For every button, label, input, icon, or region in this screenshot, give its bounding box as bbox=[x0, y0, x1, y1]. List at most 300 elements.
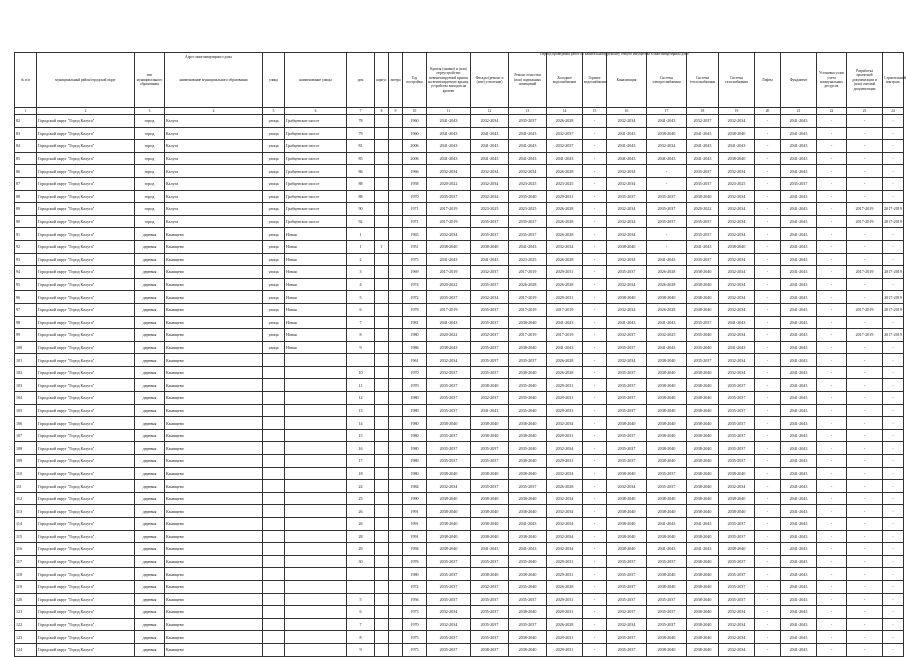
table-cell: 2038-2040 bbox=[471, 240, 509, 253]
table-cell: - bbox=[847, 580, 883, 593]
column-header: Год постройки bbox=[403, 53, 427, 108]
table-cell: 2029-2031 bbox=[547, 593, 583, 606]
table-cell: деревня bbox=[135, 379, 165, 392]
table-cell: 2026-2028 bbox=[547, 618, 583, 631]
table-cell: 102 bbox=[15, 366, 37, 379]
table-cell bbox=[375, 253, 389, 266]
table-cell: Новая bbox=[285, 341, 347, 354]
table-cell: 2038-2040 bbox=[687, 631, 719, 644]
table-cell: деревня bbox=[135, 530, 165, 543]
table-cell: Городской округ "Город Калуга" bbox=[37, 329, 135, 342]
table-cell: 2032-2034 bbox=[471, 115, 509, 128]
table-cell: 2038-2040 bbox=[719, 240, 755, 253]
table-cell: 2023-2025 bbox=[719, 177, 755, 190]
table-cell: - bbox=[817, 366, 847, 379]
table-cell: 2038-2040 bbox=[471, 467, 509, 480]
table-cell: - bbox=[755, 240, 781, 253]
table-cell: 2041-2043 bbox=[427, 253, 471, 266]
table-cell: город bbox=[135, 215, 165, 228]
table-cell: 2032-2037 bbox=[427, 366, 471, 379]
table-cell: Новая bbox=[285, 278, 347, 291]
column-number: 20 bbox=[755, 108, 781, 115]
table-cell: 2035-2037 bbox=[427, 190, 471, 203]
table-cell: 2041-2043 bbox=[781, 240, 817, 253]
table-cell: деревня bbox=[135, 316, 165, 329]
table-cell: 2017-2019 bbox=[427, 266, 471, 279]
table-cell: 2032-2034 bbox=[607, 480, 647, 493]
table-cell bbox=[389, 618, 403, 631]
table-cell: 2017-2019 bbox=[847, 266, 883, 279]
table-cell: 2038-2040 bbox=[427, 543, 471, 556]
table-cell: Городской округ "Город Калуга" bbox=[37, 593, 135, 606]
table-cell: 2041-2043 bbox=[687, 518, 719, 531]
column-number: 22 bbox=[817, 108, 847, 115]
table-cell: 2038-2040 bbox=[509, 492, 547, 505]
table-cell bbox=[285, 442, 347, 455]
table-cell: - bbox=[755, 316, 781, 329]
table-cell: 97 bbox=[15, 303, 37, 316]
table-cell: 2038-2040 bbox=[719, 543, 755, 556]
table-cell: 2035-2040 bbox=[509, 404, 547, 417]
table-cell: 2032-2034 bbox=[471, 177, 509, 190]
table-cell: - bbox=[755, 505, 781, 518]
table-cell: - bbox=[755, 303, 781, 316]
table-cell: 101 bbox=[15, 354, 37, 367]
table-cell: 2041-2043 bbox=[781, 366, 817, 379]
table-cell bbox=[263, 379, 285, 392]
table-cell: 2041-2043 bbox=[471, 152, 509, 165]
table-cell: - bbox=[883, 127, 904, 140]
table-cell bbox=[389, 253, 403, 266]
table-cell: 1961 bbox=[403, 354, 427, 367]
table-cell: 2041-2043 bbox=[509, 152, 547, 165]
table-cell: 2038-2040 bbox=[687, 366, 719, 379]
table-cell: 2035-2037 bbox=[607, 580, 647, 593]
table-cell: деревня bbox=[135, 631, 165, 644]
table-cell bbox=[389, 115, 403, 128]
table-cell: 1972 bbox=[403, 580, 427, 593]
table-cell: 1 bbox=[347, 240, 375, 253]
table-cell: деревня bbox=[135, 643, 165, 656]
table-cell: - bbox=[583, 467, 607, 480]
table-cell: 2041-2043 bbox=[781, 480, 817, 493]
table-cell bbox=[389, 316, 403, 329]
table-cell: 98 bbox=[15, 316, 37, 329]
column-number: 15 bbox=[583, 108, 607, 115]
table-cell: - bbox=[883, 505, 904, 518]
table-cell: Новая bbox=[285, 329, 347, 342]
table-cell: Грабцевское шоссе bbox=[285, 165, 347, 178]
table-row bbox=[15, 593, 904, 606]
table-cell: 114 bbox=[15, 518, 37, 531]
table-cell bbox=[389, 266, 403, 279]
table-cell: - bbox=[883, 152, 904, 165]
table-cell: город bbox=[135, 190, 165, 203]
table-cell: 1980 bbox=[403, 329, 427, 342]
table-row bbox=[15, 392, 904, 405]
table-cell: 2032-2034 bbox=[719, 329, 755, 342]
table-cell bbox=[285, 379, 347, 392]
table-cell: 2038-2040 bbox=[687, 492, 719, 505]
table-cell: - bbox=[755, 643, 781, 656]
table-cell: 2026-2028 bbox=[547, 278, 583, 291]
table-cell bbox=[263, 354, 285, 367]
table-cell: улица bbox=[263, 341, 285, 354]
table-cell bbox=[375, 329, 389, 342]
table-cell: - bbox=[583, 618, 607, 631]
table-cell: - bbox=[817, 329, 847, 342]
table-cell: 2032-2034 bbox=[607, 228, 647, 241]
table-cell: 2038-2040 bbox=[687, 580, 719, 593]
table-cell: 2038-2040 bbox=[509, 341, 547, 354]
table-cell: 122 bbox=[15, 618, 37, 631]
table-cell: 2035-2037 bbox=[607, 366, 647, 379]
table-cell: 3 bbox=[347, 266, 375, 279]
column-header: Строительный контроль bbox=[883, 53, 904, 108]
column-header: дом bbox=[347, 53, 375, 108]
table-cell: - bbox=[755, 278, 781, 291]
table-cell: 2035-2037 bbox=[427, 580, 471, 593]
column-header: Фундамент bbox=[781, 53, 817, 108]
table-cell: 2038-2040 bbox=[427, 417, 471, 430]
table-cell: 9 bbox=[347, 341, 375, 354]
table-row bbox=[15, 555, 904, 568]
table-cell: 2038-2040 bbox=[687, 442, 719, 455]
table-cell: деревня bbox=[135, 392, 165, 405]
table-cell: - bbox=[847, 152, 883, 165]
table-cell: 2035-2037 bbox=[647, 555, 687, 568]
table-cell: 2041-2043 bbox=[427, 127, 471, 140]
table-row bbox=[15, 127, 904, 140]
table-cell: Новая bbox=[285, 291, 347, 304]
column-number: 7 bbox=[347, 108, 375, 115]
table-cell: 1974 bbox=[403, 278, 427, 291]
table-cell: - bbox=[817, 115, 847, 128]
table-cell: - bbox=[847, 366, 883, 379]
table-cell: Канищево bbox=[165, 518, 263, 531]
table-cell bbox=[389, 580, 403, 593]
table-cell: 2038-2040 bbox=[471, 505, 509, 518]
table-cell bbox=[389, 177, 403, 190]
table-cell: 1980 bbox=[403, 429, 427, 442]
table-cell: - bbox=[755, 366, 781, 379]
column-number: 16 bbox=[607, 108, 647, 115]
table-cell: город bbox=[135, 165, 165, 178]
table-cell: 2026-2028 bbox=[547, 480, 583, 493]
table-cell: Канищево bbox=[165, 580, 263, 593]
table-cell: - bbox=[847, 606, 883, 619]
table-cell bbox=[263, 580, 285, 593]
table-cell: 18 bbox=[347, 467, 375, 480]
table-cell: 2032-2037 bbox=[547, 140, 583, 153]
table-cell: - bbox=[883, 404, 904, 417]
table-cell: деревня bbox=[135, 291, 165, 304]
table-cell: 2032-2034 bbox=[427, 606, 471, 619]
table-cell: 2035-2037 bbox=[607, 455, 647, 468]
table-cell: - bbox=[817, 152, 847, 165]
table-cell: 2041-2043 bbox=[781, 543, 817, 556]
table-cell: - bbox=[817, 580, 847, 593]
table-cell: 2032-2034 bbox=[427, 480, 471, 493]
table-cell: Канищево bbox=[165, 455, 263, 468]
table-cell: - bbox=[883, 518, 904, 531]
table-cell: 2038-2040 bbox=[471, 568, 509, 581]
table-cell: 1971 bbox=[403, 215, 427, 228]
table-row bbox=[15, 618, 904, 631]
table-cell bbox=[389, 417, 403, 430]
table-cell: 2038-2040 bbox=[687, 480, 719, 493]
table-cell: 2026-2028 bbox=[547, 253, 583, 266]
table-cell bbox=[389, 455, 403, 468]
table-cell: 2041-2043 bbox=[781, 568, 817, 581]
table-cell: 88 bbox=[347, 190, 375, 203]
table-cell: Канищево bbox=[165, 253, 263, 266]
table-cell: 2032-2034 bbox=[719, 354, 755, 367]
table-cell: 2023-2025 bbox=[509, 253, 547, 266]
table-cell: 2032-2034 bbox=[607, 303, 647, 316]
table-cell: 2035-2037 bbox=[647, 606, 687, 619]
table-cell bbox=[375, 152, 389, 165]
table-cell: 2035-2037 bbox=[647, 480, 687, 493]
table-cell: - bbox=[755, 177, 781, 190]
table-cell: 2035-2037 bbox=[719, 404, 755, 417]
table-row bbox=[15, 291, 904, 304]
table-cell: - bbox=[755, 341, 781, 354]
table-cell bbox=[263, 442, 285, 455]
table-cell: город bbox=[135, 127, 165, 140]
table-cell: 2038-2040 bbox=[607, 291, 647, 304]
column-header: корпус bbox=[375, 53, 389, 108]
table-cell: Городской округ "Город Калуга" bbox=[37, 555, 135, 568]
table-cell: 2041-2043 bbox=[647, 543, 687, 556]
table-row bbox=[15, 316, 904, 329]
table-cell: - bbox=[583, 580, 607, 593]
table-cell: 2038-2040 bbox=[647, 404, 687, 417]
table-cell bbox=[285, 366, 347, 379]
table-cell: 116 bbox=[15, 543, 37, 556]
table-cell: 2038-2040 bbox=[647, 455, 687, 468]
table-cell: Городской округ "Город Калуга" bbox=[37, 266, 135, 279]
table-cell: Грабцевское шоссе bbox=[285, 152, 347, 165]
table-cell bbox=[389, 480, 403, 493]
table-cell: 118 bbox=[15, 568, 37, 581]
table-cell: улица bbox=[263, 266, 285, 279]
table-cell: - bbox=[817, 429, 847, 442]
table-cell: - bbox=[847, 530, 883, 543]
column-header: Система теплоснабжения bbox=[687, 53, 719, 108]
table-cell: улица bbox=[263, 253, 285, 266]
table-cell bbox=[389, 555, 403, 568]
table-cell: 2035-2037 bbox=[781, 177, 817, 190]
table-cell: 1980 bbox=[403, 392, 427, 405]
table-cell: 2035-2037 bbox=[607, 429, 647, 442]
table-cell: 2032-2034 bbox=[427, 354, 471, 367]
table-cell: 2023-2025 bbox=[509, 203, 547, 216]
table-cell: Городской округ "Город Калуга" bbox=[37, 455, 135, 468]
table-cell bbox=[375, 341, 389, 354]
table-cell: 2038-2040 bbox=[687, 266, 719, 279]
table-cell bbox=[263, 643, 285, 656]
table-cell bbox=[263, 631, 285, 644]
table-cell: 2035-2037 bbox=[471, 555, 509, 568]
table-cell: 2035-2037 bbox=[607, 643, 647, 656]
table-row bbox=[15, 492, 904, 505]
table-cell: деревня bbox=[135, 480, 165, 493]
table-cell bbox=[375, 442, 389, 455]
table-cell: 2032-2037 bbox=[687, 115, 719, 128]
table-cell: деревня bbox=[135, 568, 165, 581]
table-cell: 2041-2043 bbox=[781, 505, 817, 518]
table-cell: 2041-2043 bbox=[427, 152, 471, 165]
table-cell: - bbox=[755, 392, 781, 405]
table-cell: 2041-2043 bbox=[471, 404, 509, 417]
table-cell: 2029-2031 bbox=[547, 392, 583, 405]
table-cell: 2038-2040 bbox=[647, 643, 687, 656]
table-cell bbox=[263, 404, 285, 417]
table-cell: - bbox=[847, 618, 883, 631]
table-cell bbox=[263, 518, 285, 531]
table-cell: - bbox=[817, 442, 847, 455]
table-cell: - bbox=[583, 240, 607, 253]
table-cell: улица bbox=[263, 329, 285, 342]
table-cell: 2038-2040 bbox=[687, 190, 719, 203]
table-cell: 1975 bbox=[403, 253, 427, 266]
table-cell: 2026-2028 bbox=[647, 303, 687, 316]
table-cell: 2035-2037 bbox=[719, 593, 755, 606]
table-cell: 2035-2040 bbox=[687, 329, 719, 342]
table-cell: 2035-2037 bbox=[607, 555, 647, 568]
table-cell: 6 bbox=[347, 303, 375, 316]
table-cell: 1966 bbox=[403, 165, 427, 178]
column-header: Ремонт отмостки (или) подвальных помещений bbox=[509, 53, 547, 108]
table-cell: 2026-2028 bbox=[509, 278, 547, 291]
table-cell: 2041-2043 bbox=[781, 467, 817, 480]
table-cell: 2041-2043 bbox=[509, 543, 547, 556]
table-row bbox=[15, 505, 904, 518]
table-cell: - bbox=[817, 618, 847, 631]
table-cell: 2026-2028 bbox=[547, 165, 583, 178]
table-cell: - bbox=[883, 392, 904, 405]
table-cell bbox=[389, 354, 403, 367]
table-cell bbox=[263, 530, 285, 543]
table-cell: Новая bbox=[285, 303, 347, 316]
table-cell: - bbox=[755, 568, 781, 581]
table-cell: 1960 bbox=[403, 127, 427, 140]
table-cell bbox=[389, 127, 403, 140]
table-cell: 2035-2037 bbox=[427, 392, 471, 405]
table-cell: 2041-2043 bbox=[781, 643, 817, 656]
table-cell: 123 bbox=[15, 631, 37, 644]
table-cell bbox=[263, 467, 285, 480]
table-cell: 2041-2043 bbox=[547, 341, 583, 354]
table-cell: Городской округ "Город Калуга" bbox=[37, 568, 135, 581]
table-cell: деревня bbox=[135, 518, 165, 531]
table-cell: - bbox=[583, 593, 607, 606]
table-cell bbox=[389, 165, 403, 178]
table-cell: - bbox=[847, 253, 883, 266]
table-cell bbox=[375, 190, 389, 203]
table-cell: 2032-2037 bbox=[471, 266, 509, 279]
table-cell: - bbox=[847, 316, 883, 329]
table-cell: Грабцевское шоссе bbox=[285, 177, 347, 190]
table-cell: - bbox=[847, 240, 883, 253]
column-number: 4 bbox=[165, 108, 263, 115]
table-cell bbox=[285, 518, 347, 531]
table-cell: 2035-2037 bbox=[509, 115, 547, 128]
table-cell: 2041-2043 bbox=[509, 518, 547, 531]
table-cell bbox=[389, 631, 403, 644]
column-header: муниципальный район/городской округ bbox=[37, 53, 135, 108]
table-cell: - bbox=[883, 568, 904, 581]
table-cell: 2038-2040 bbox=[687, 593, 719, 606]
table-row bbox=[15, 240, 904, 253]
table-row bbox=[15, 568, 904, 581]
table-cell: 2035-2037 bbox=[687, 215, 719, 228]
table-cell bbox=[375, 606, 389, 619]
column-header: Горячее водоснабжение bbox=[583, 53, 607, 108]
table-cell: 2017-2019 bbox=[847, 215, 883, 228]
table-cell: 2041-2043 bbox=[781, 518, 817, 531]
table-cell: 1970 bbox=[403, 618, 427, 631]
table-cell: 2041-2043 bbox=[781, 329, 817, 342]
table-cell: 2035-2037 bbox=[687, 253, 719, 266]
table-cell: 2038-2037 bbox=[471, 643, 509, 656]
table-cell: - bbox=[847, 190, 883, 203]
table-cell: 2035-2037 bbox=[427, 429, 471, 442]
table-cell: Канищево bbox=[165, 404, 263, 417]
table-cell: - bbox=[755, 165, 781, 178]
table-cell: 2026-2028 bbox=[547, 215, 583, 228]
table-cell bbox=[375, 215, 389, 228]
table-cell: Грабцевское шоссе bbox=[285, 190, 347, 203]
column-header: № п/п bbox=[15, 53, 37, 108]
table-cell: 2038-2040 bbox=[687, 568, 719, 581]
table-cell: 2041-2043 bbox=[607, 127, 647, 140]
table-cell: 2029-2031 bbox=[547, 291, 583, 304]
table-cell: деревня bbox=[135, 366, 165, 379]
table-cell bbox=[375, 555, 389, 568]
table-cell: - bbox=[883, 643, 904, 656]
table-cell: 2026-2028 bbox=[647, 266, 687, 279]
table-cell: - bbox=[583, 366, 607, 379]
table-row bbox=[15, 278, 904, 291]
table-cell: 2035-2037 bbox=[607, 392, 647, 405]
table-cell: 2038-2040 bbox=[427, 240, 471, 253]
table-cell: Канищево bbox=[165, 618, 263, 631]
table-cell bbox=[389, 291, 403, 304]
table-cell bbox=[389, 215, 403, 228]
table-cell: 1976 bbox=[403, 555, 427, 568]
table-cell bbox=[375, 505, 389, 518]
table-cell: улица bbox=[263, 140, 285, 153]
table-cell: 2017-2019 bbox=[509, 291, 547, 304]
table-cell: 1980 bbox=[403, 404, 427, 417]
table-cell: 2041-2043 bbox=[719, 316, 755, 329]
table-cell: 2035-2037 bbox=[471, 593, 509, 606]
table-cell: Канищево bbox=[165, 266, 263, 279]
table-cell: - bbox=[817, 379, 847, 392]
table-cell: 2041-2043 bbox=[427, 140, 471, 153]
table-cell: город bbox=[135, 152, 165, 165]
table-cell: - bbox=[755, 140, 781, 153]
column-number: 21 bbox=[781, 108, 817, 115]
table-cell: 2041-2043 bbox=[781, 618, 817, 631]
table-cell: 2035-2037 bbox=[427, 442, 471, 455]
table-cell: 1956 bbox=[403, 593, 427, 606]
table-cell: 2038-2040 bbox=[509, 606, 547, 619]
table-cell: 1970 bbox=[403, 190, 427, 203]
table-cell: - bbox=[817, 215, 847, 228]
